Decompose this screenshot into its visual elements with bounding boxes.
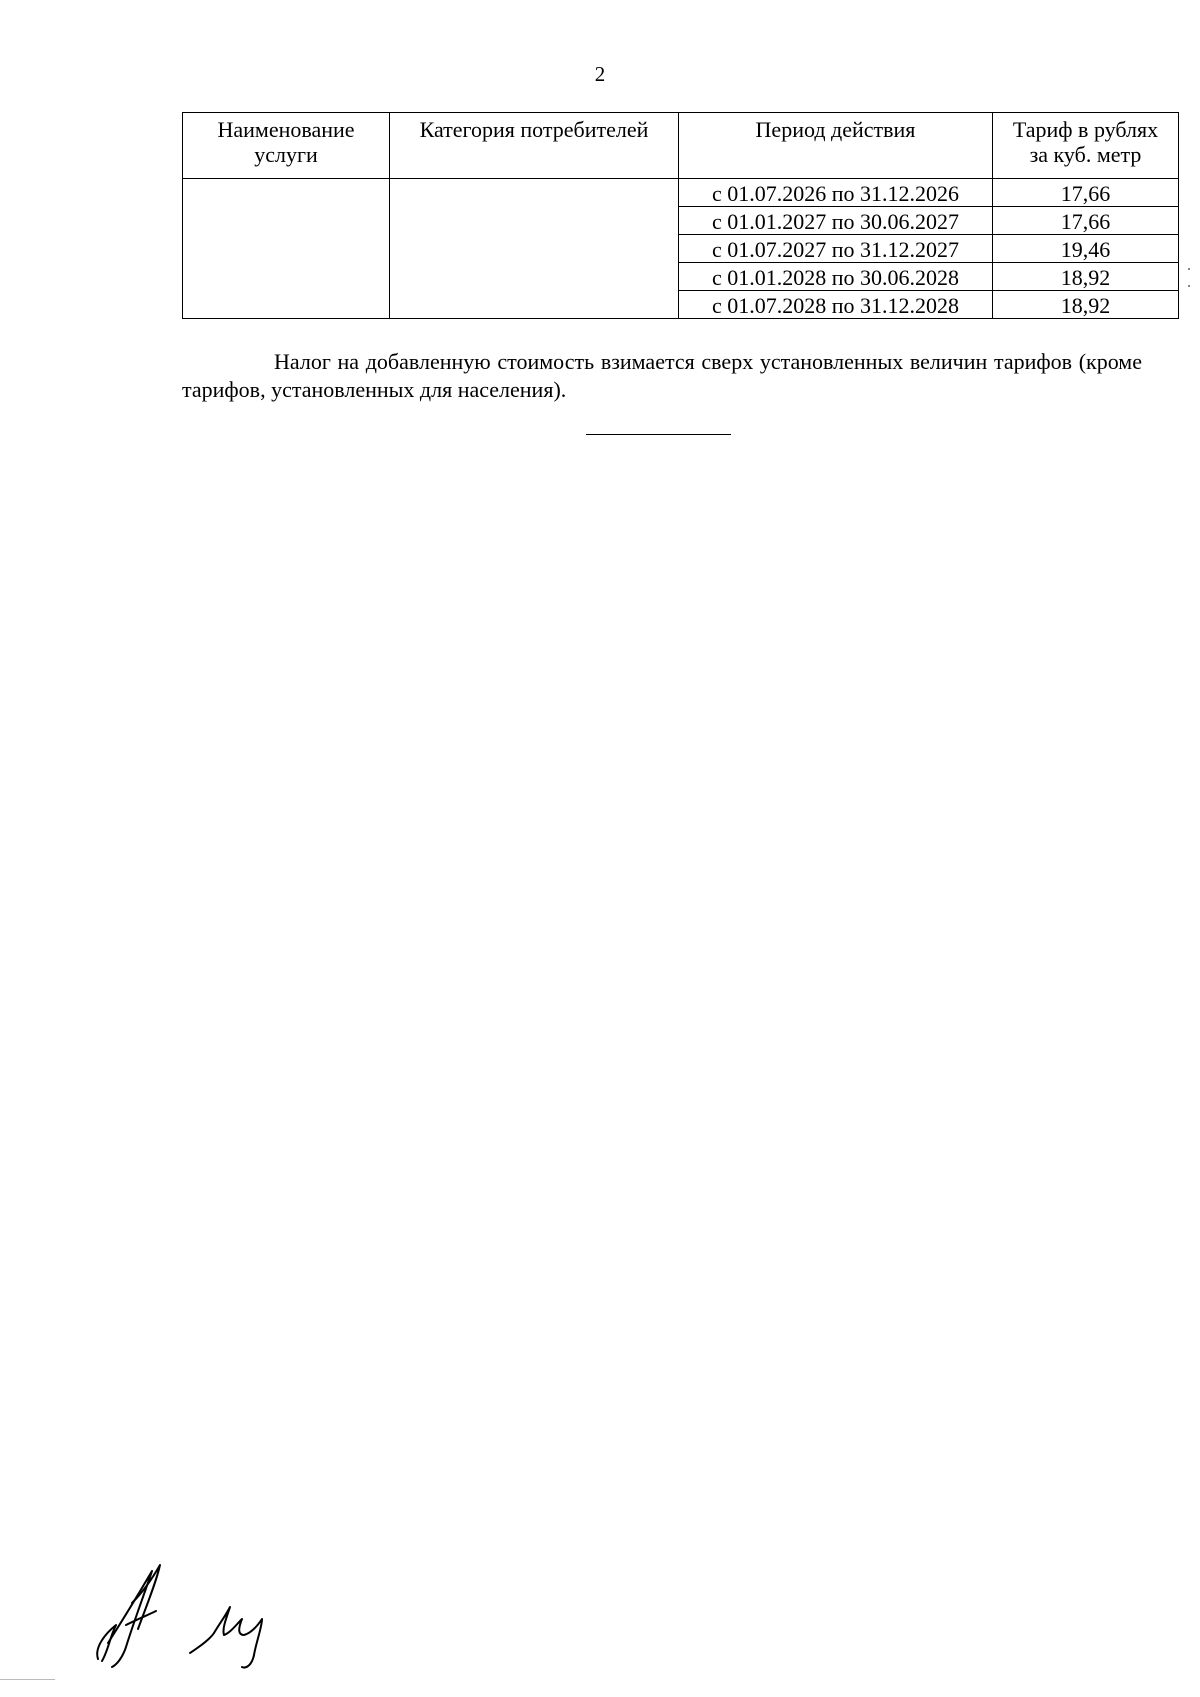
header-tariff-line1: Тариф в рублях <box>1012 117 1159 142</box>
period-cell: с 01.07.2027 по 31.12.2027 <box>679 235 993 263</box>
header-period: Период действия <box>679 113 993 179</box>
header-service-name-line1: Наименование <box>217 117 355 142</box>
table-row <box>183 179 1179 207</box>
header-tariff-line2: за куб. метр <box>1029 142 1142 167</box>
tariff-cell: 19,46 <box>993 235 1179 263</box>
header-service-name <box>183 113 390 179</box>
period-cell: с 01.07.2028 по 31.12.2028 <box>679 291 993 319</box>
tariff-cell: 18,92 <box>993 291 1179 319</box>
scan-edge-line <box>0 1679 55 1680</box>
period-cell: с 01.01.2028 по 30.06.2028 <box>679 263 993 291</box>
scan-speck <box>1188 285 1190 287</box>
consumer-category-cell <box>390 179 679 319</box>
period-cell: с 01.07.2026 по 31.12.2026 <box>679 179 993 207</box>
header-service-name-line2: услуги <box>254 142 318 167</box>
page-number: 2 <box>594 62 606 86</box>
header-consumer-category: Категория потребителей <box>390 113 679 179</box>
header-tariff <box>993 113 1179 179</box>
vat-note: Налог на добавленную стоимость взимается сверх установленных величин тарифов (кроме тарифов, установленных для населения). <box>182 349 1142 402</box>
period-cell: с 01.01.2027 по 30.06.2027 <box>679 207 993 235</box>
tariff-cell: 17,66 <box>993 179 1179 207</box>
scan-speck <box>1188 268 1190 270</box>
table-header-row <box>183 113 1179 179</box>
tariff-table <box>182 112 1179 319</box>
handwritten-signature-icon <box>86 1563 306 1673</box>
tariff-cell: 18,92 <box>993 263 1179 291</box>
end-separator-line <box>586 434 731 435</box>
service-name-cell <box>183 179 390 319</box>
tariff-cell: 17,66 <box>993 207 1179 235</box>
